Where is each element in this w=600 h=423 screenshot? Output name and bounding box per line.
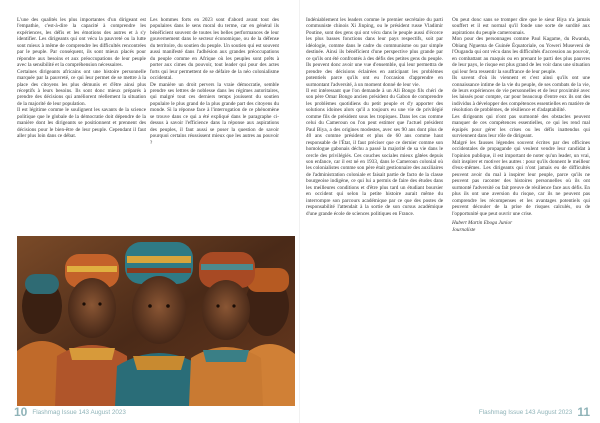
paragraph: Certaines dirigeants africains ont une histoire personnelle marquée par la pauvreté, ce qui leur permet de se mettre à la place des citoyens les plus démunis et d'être ainsi plus réceptifs à leurs besoins. Ils sont donc mieux préparés à prendre des décisions qui améliorent réellement la situation de la majorité de leur population.	[17, 68, 146, 107]
issue-label: Flashmag Issue 143 August 2023	[32, 408, 126, 416]
paragraph: Les dirigeants qui n'ont pas surmonté des obstacles peuvent manquer de ces compétences essentielles, ce qui les rend mal équipés pour gérer les crises ou les défis inattendus qui surviennent dans leur rôle de dirigeant.	[452, 113, 590, 140]
footer-right	[440, 405, 590, 419]
women-portrait-image	[17, 236, 295, 406]
page-number: 10	[14, 405, 28, 419]
paragraph: Ils savent d'où ils viennent et c'est ainsi qu'ils ont une connaissance intime de la vie du peuple, de ses combats de la vie, de leurs expériences de vie personnelles et de leur proximité avec les laissés pour compte, car pour beaucoup d'entre eux ils ont des individus à développer des compétences essentielles en matière de résolution de problèmes, de résilience et d'adaptabilité.	[452, 75, 590, 114]
paragraph: Indéniablement les leaders comme le premier secrétaire du parti communiste chinois Xi Jinping, ou le président russe Vladimir Poutine, sont des gens qui ont vécu dans le peuple aussi d'écorce les plus basses fonctions dans leur pays respectifs, soit par idéologie, comme dans le cadre du communisme ou par simple destinée. Ainsi ils bénéficient d'une perspective plus grande par ce qu'ils ont été confrontés à des défis des petites gens du peuple. Ils peuvent donc avoir une vue d'ensemble, qui leur permettra de prendre des décisions éclairées en anticipant les problèmes potentiels parce qu'ils ont eu l'occasion d'apprendre en surmontant l'adversité, à un moment donné de leur vie.	[306, 17, 443, 88]
paragraph: Malgré les fausses légendes souvent écrites par des officines occidentales de propagande qui veulent vendre leur candidat à l'opinion publique, il est important de noter qu'un leader, un vrai, doit inspirer et motiver les autres : pour qu'ils donnent le meilleur d'eux-mêmes. Les dirigeants qui n'ont jamais eu de difficultés peuvent avoir du mal à inspirer leur peuple, parce qu'ils ne peuvent pas raconter des histoires personnelles où ils ont surmonté l'adversité ou fait preuve de résilience face aux défis. En plus ils ont une aversion du risque, car ils ne peuvent pas comprendre les récompenses et les avantages potentiels qui peuvent découler de la prise de risques calculés, ou de l'opportunité que peut ouvrir une crise.	[452, 139, 590, 217]
article-column-3	[306, 17, 443, 217]
footer-left	[14, 405, 131, 419]
issue-label: Flashmag Issue 143 August 2023	[478, 408, 573, 416]
paragraph: On peut donc sans se tromper dire que le sieur Biya n'a jamais souffert et il est normal qu'il fonde une sorte de surdité aux aspirations du peuple camerounais.	[452, 17, 590, 36]
author-name: Hubert Martin Eboga Junior	[452, 220, 513, 227]
article-column-1	[17, 17, 146, 140]
paragraph: L'une des qualités les plus importantes d'un dirigeant est l'empathie, c'est-à-dire la capacité à comprendre les expériences, les défis et les émotions des autres et à s'y identifier. Les dirigeants qui ont vécu la pauvreté ou la lutte sont mieux à même de comprendre les difficultés rencontrées par le peuple. Par conséquent, ils sont mieux placés pour répondre aux besoins et aux préoccupations de leur peuple avec la sensibilité et la compréhension nécessaires.	[17, 17, 146, 69]
article-column-4	[452, 17, 590, 233]
paragraph: Les hommes forts en 2023 sont d'abord avant tout des populaires dans le sens moral du terme, car en général ils bénéficient souvent de toutes les belles performances de leur gouvernement dans le secteur économique, ou de la défense du territoire, du soutien du peuple. Un soutien qui est souvent aussi manifesté dans l'adhésion aux grandes préoccupations du peuple comme en Afrique où les peuples sont prêts à porter aux cimes du pouvoir, tout leader qui pour des actes forts qui leur permettent de se défaire de la néo colonialisme occidental.	[150, 17, 279, 82]
article-column-2	[150, 17, 279, 146]
paragraph: Il est légitime comme le soulignent les savants de la science politique que le globale de la démocratie doit dépendre de la manière dont les dirigeants se positionnent et prennent des décisions pour le bien-être de leur peuple. Cependant il faut aller plus loin dans ce débat.	[17, 107, 146, 140]
paragraph: De manière un droit pervers la vraie démocratie, semble prendre ses lettres de noblesse dans les régimes autoritaires, qui malgré tout ces derniers temps jouissent du soutien populaire le plus grand de la plus grande part des citoyens du monde. Si la réponse face à l'interrogation de ce phénomène se trouve dans ce qui a été expliqué dans le paragraphe ci-dessus à savoir l'efficience dans la réponse aux aspirations des peuples, il faut aussi se poser la question de savoir pourquoi certains réussissent mieux que les autres au pouvoir ?	[150, 81, 279, 146]
paragraph: Mon pour des personnages comme Paul Kagame, du Rwanda, Obiang Nguema de Guinée Équatoriale, ou Yoweri Museveni de l'Ouganda qui ont vécu dans les difficultés d'accession au pouvoir, en combattant au maquis ou en prenant le parti des plus pauvres de leur pays, le risque est plus grand de les voir dans une situation qui leur fera ressentir la souffrance de leur peuple.	[452, 36, 590, 75]
article-photo	[17, 236, 295, 406]
author-title: Journaliste	[452, 226, 476, 233]
page-number: 11	[577, 405, 590, 419]
paragraph: Il est intéressant que l'on demande à un Ali Bongo fils chéri de son père Omar Bongo ancien président du Gabon de comprendre les problèmes quotidiens du petit peuple et d'y apporter des solutions idoines alors qu'il a toujours eu une vie de privilégié comme fils de président sous les tropiques. Dans les cas comme celui du Cameroun ou l'on peut estimer que l'actuel président Paul Biya, a des origines modestes, avec ses 90 ans dont plus de 40 ans comme président et plus de 60 ans comme haut responsable de l'État, il faut préciser que ce dernier comme son homologue gabonais déchu a passé la majorité de sa vie dans le cercle des privilégiés. Ces couches sociales mieux gâtées depuis son enfance, car il est né en 1933, dans le Cameroun colonial où les colonialistes comme son père était gestionnaire des auxiliaires de l'administration coloniale et faisait partie de facto de la classe bourgeoise indigène, ce qui lui a permis de faire des études dans les meilleures conditions et d'être plus tard un étudiant boursier en occident qui selon la petite histoire aurait même du interrompre son parcours académique par ce que des postes de responsabilité l'attendait à la sortie de son cursus académique d'une grande école de sciences politiques en France.	[306, 87, 443, 217]
